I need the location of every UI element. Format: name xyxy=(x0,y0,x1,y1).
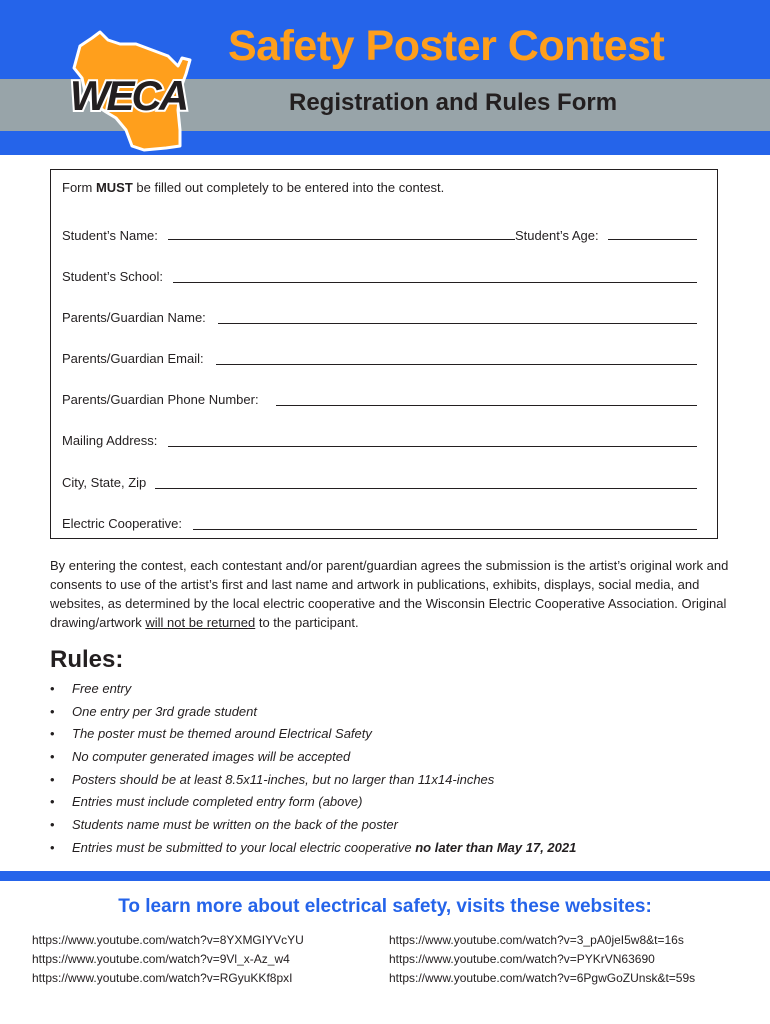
bullet-icon: • xyxy=(50,771,55,787)
youtube-link[interactable]: https://www.youtube.com/watch?v=9Vl_x-Az_w4 xyxy=(32,952,290,966)
student-age-label: Student’s Age: xyxy=(515,228,599,243)
rule-item xyxy=(50,746,576,769)
page-subtitle: Registration and Rules Form xyxy=(289,89,618,116)
weca-logo xyxy=(40,18,230,158)
rule-item xyxy=(50,837,576,860)
bullet-icon: • xyxy=(50,839,55,855)
form-intro xyxy=(62,180,444,195)
learn-more-heading: To learn more about electrical safety, visits these websites: xyxy=(118,896,652,917)
bullet-icon: • xyxy=(50,749,55,765)
rule-text: The poster must be themed around Electrical Safety xyxy=(72,726,372,742)
student-name-field[interactable] xyxy=(168,239,515,240)
consent-end: to the participant. xyxy=(255,615,359,630)
links-left-column xyxy=(32,931,304,988)
guardian-phone-field[interactable] xyxy=(276,405,697,406)
rule-item xyxy=(50,769,576,792)
student-school-field[interactable] xyxy=(173,282,697,283)
student-name-label: Student’s Name: xyxy=(62,228,158,243)
youtube-link[interactable]: https://www.youtube.com/watch?v=3_pA0jeI5w8&t=16s xyxy=(389,933,684,947)
svg-text:WECA: WECA xyxy=(69,72,187,119)
bullet-icon: • xyxy=(50,703,55,719)
form-intro-prefix: Form xyxy=(62,180,96,195)
mailing-address-label: Mailing Address: xyxy=(62,433,158,448)
youtube-link[interactable]: https://www.youtube.com/watch?v=8YXMGIYVcYU xyxy=(32,933,304,947)
form-intro-suffix: be filled out completely to be entered into the contest. xyxy=(132,180,445,195)
rule-text: Entries must include completed entry form (above) xyxy=(72,794,363,810)
guardian-name-field[interactable] xyxy=(218,323,697,324)
electric-coop-field[interactable] xyxy=(193,529,697,530)
rule-item xyxy=(50,791,576,814)
rules-list xyxy=(50,678,576,860)
rule-text: Entries must be submitted to your local electric cooperative xyxy=(72,839,416,855)
weca-logo-wordmark xyxy=(70,72,187,119)
guardian-email-label: Parents/Guardian Email: xyxy=(62,351,204,366)
rule-item xyxy=(50,678,576,701)
consent-paragraph xyxy=(50,556,730,632)
student-school-label: Student’s School: xyxy=(62,269,163,284)
youtube-link[interactable]: https://www.youtube.com/watch?v=6PgwGoZUnsk&t=59s xyxy=(389,971,696,985)
page-title: Safety Poster Contest xyxy=(228,22,665,70)
bullet-icon: • xyxy=(50,681,55,696)
guardian-name-label: Parents/Guardian Name: xyxy=(62,310,206,325)
rule-item xyxy=(50,723,576,746)
rule-deadline: no later than May 17, 2021 xyxy=(415,839,577,855)
student-age-field[interactable] xyxy=(608,239,697,240)
consent-text: By entering the contest, each contestant and/or parent/guardian agrees the submission is the artist’s original work and consents to use of the artist’s first and last name and artwork in publications, exhibits, displays, social media, and websites, as determined by the local electric cooperative and the Wisconsin Electric Cooperative Association. Original drawing/artwork xyxy=(50,558,729,630)
youtube-link[interactable]: https://www.youtube.com/watch?v=PYKrVN63690 xyxy=(389,952,655,966)
city-state-zip-label: City, State, Zip xyxy=(62,475,147,490)
rule-text: One entry per 3rd grade student xyxy=(72,703,258,719)
form-intro-must: MUST xyxy=(95,180,133,195)
electric-coop-label: Electric Cooperative: xyxy=(62,516,182,531)
youtube-link[interactable]: https://www.youtube.com/watch?v=RGyuKKf8pxI xyxy=(32,971,293,985)
bullet-icon: • xyxy=(50,817,55,833)
bullet-icon: • xyxy=(50,726,55,742)
guardian-phone-label: Parents/Guardian Phone Number: xyxy=(62,392,259,407)
rule-text: No computer generated images will be accepted xyxy=(72,749,351,765)
rules-heading: Rules: xyxy=(50,646,124,673)
links-right-column xyxy=(389,931,695,988)
rule-text: Posters should be at least 8.5x11-inches, but no larger than 11x14-inches xyxy=(72,771,495,787)
guardian-email-field[interactable] xyxy=(216,364,697,365)
rule-item xyxy=(50,814,576,837)
bullet-icon: • xyxy=(50,794,55,810)
footer-divider xyxy=(0,871,770,881)
rule-text: Free entry xyxy=(72,681,132,696)
rule-item xyxy=(50,701,576,724)
mailing-address-field[interactable] xyxy=(168,446,697,447)
consent-underlined: will not be returned xyxy=(145,615,256,630)
city-state-zip-field[interactable] xyxy=(155,488,697,489)
rule-text: Students name must be written on the back of the poster xyxy=(72,817,398,833)
